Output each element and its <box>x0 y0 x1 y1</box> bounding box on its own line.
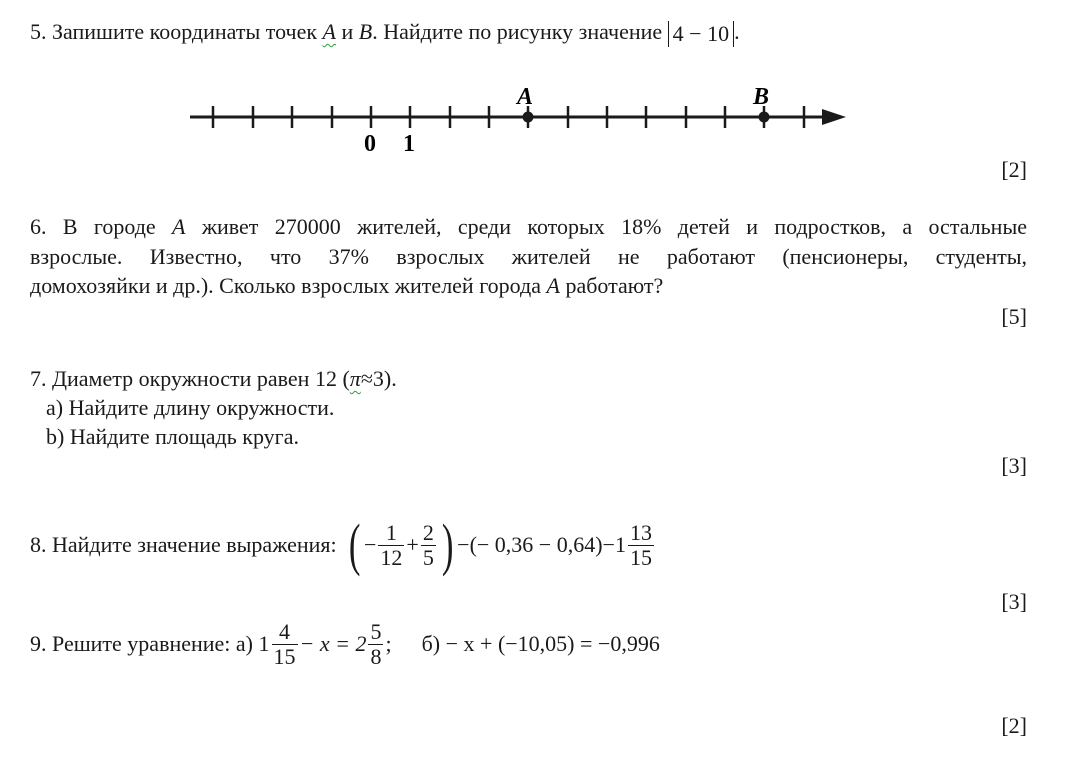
fraction-4-15: $\frac{4}{15}$ <box>273 619 296 669</box>
task8-statement: 8. Найдите значение выражения: ( − $\frac{1}{12}$ + $\frac{2}{5}$ ) −(− 0,36 − 0,64)−1 $\frac{13}{15}$ <box>30 512 652 577</box>
city-label: А <box>172 214 186 239</box>
abs-value-expression: 4 − 10 <box>668 21 734 47</box>
task9-eq-mid: − x = 2 <box>299 631 367 656</box>
task5-end: . <box>734 19 740 44</box>
task5-conj: и <box>341 19 354 44</box>
task9-label: 9. Решите уравнение: а) 1 <box>30 631 270 656</box>
task7-item-b: b) Найдите площадь круга. <box>46 424 299 449</box>
fraction-5-8: $\frac{5}{8}$ <box>370 619 382 669</box>
task6-line3: домохозяйки и др.). Сколько взрослых жителей города А работают? <box>30 273 664 298</box>
task5-points: [2] <box>1001 157 1027 182</box>
number-line-label-one: 1 <box>403 131 415 157</box>
task9-points: [2] <box>1001 713 1027 738</box>
number-line-arrow <box>822 109 846 125</box>
task5-statement <box>30 19 740 47</box>
number-line <box>0 80 1071 160</box>
number-line-label-zero: 0 <box>364 131 376 157</box>
task7-item-a: a) Найдите длину окружности. <box>46 395 335 420</box>
fraction-13-15: $\frac{13}{15}$ <box>629 520 652 570</box>
task8-middle: −(− 0,36 − 0,64)−1 <box>457 532 626 557</box>
task9-statement: 9. Решите уравнение: а) 1 $\frac{4}{15}$ − x = 2 $\frac{5}{8}$ ; б) − x + (−10,05) = −0,996 <box>30 619 660 669</box>
pi-symbol: π <box>349 366 361 391</box>
number-line-label-b: B <box>753 84 770 110</box>
point-b-dot <box>759 112 770 123</box>
number-line-label-a: A <box>517 84 534 110</box>
task6-line2: взрослые. Известно, что 37% взрослых жителей не работают (пенсионеры, студенты, <box>30 244 1027 269</box>
task8-points: [3] <box>1001 589 1027 614</box>
point-b-label: В <box>358 19 373 44</box>
left-paren: ( <box>348 512 361 577</box>
task6-line1: 6. В городе А живет 270000 жителей, среди которых 18% детей и подростков, а остальные <box>30 214 1027 239</box>
task6-points: [5] <box>1001 304 1027 329</box>
task5-prefix: 5. Запишите координаты точек <box>30 19 318 44</box>
point-a-dot <box>523 112 534 123</box>
fraction-2-5: $\frac{2}{5}$ <box>422 520 434 570</box>
task8-label: 8. Найдите значение выражения: <box>30 532 337 557</box>
right-paren: ) <box>441 512 454 577</box>
fraction-1-12: $\frac{1}{12}$ <box>380 520 403 570</box>
task5-suffix: . Найдите по рисунку значение <box>372 19 663 44</box>
task9-part-b: б) − x + (−10,05) = −0,996 <box>421 631 660 656</box>
city-label-2: А <box>546 273 560 298</box>
task7-statement: 7. Диаметр окружности равен 12 (π≈3). <box>30 366 397 391</box>
point-a-label: А <box>322 19 336 44</box>
task7-points: [3] <box>1001 453 1027 478</box>
